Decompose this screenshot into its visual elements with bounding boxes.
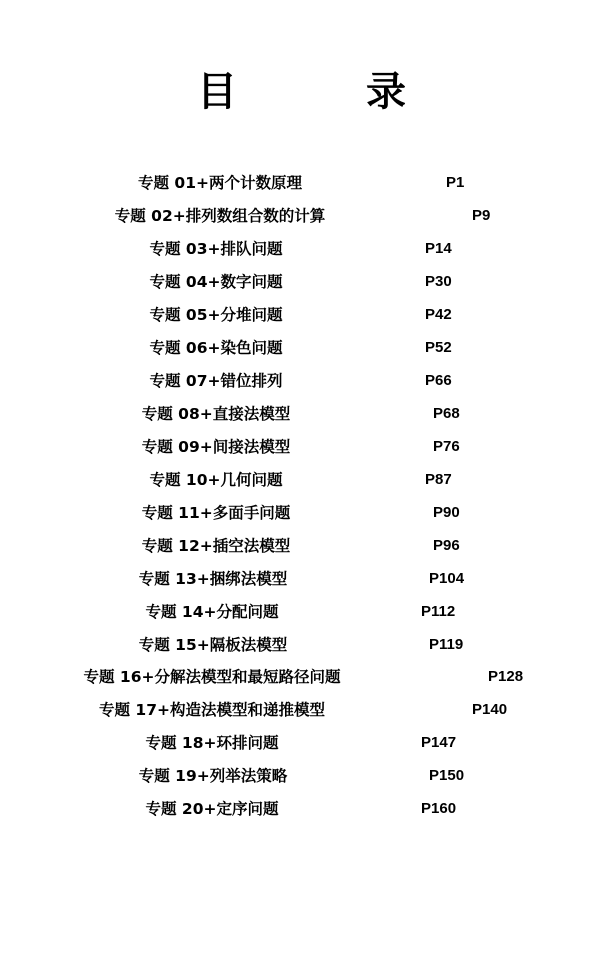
toc-entry-page: P112 [421, 603, 456, 620]
toc-entry-label: 专题 05+分堆问题 [149, 306, 283, 324]
toc-entry-page: P90 [433, 504, 460, 521]
toc-entry-label: 专题 10+几何问题 [149, 471, 283, 489]
toc-entry-label: 专题 08+直接法模型 [141, 405, 291, 423]
toc-entry-page: P87 [425, 471, 452, 488]
toc-entry-page: P150 [429, 767, 465, 784]
toc-entry-label: 专题 15+隔板法模型 [138, 636, 288, 654]
toc-entry-page: P104 [429, 570, 465, 587]
toc-entry-label: 专题 18+环排问题 [145, 734, 279, 752]
toc-entry-page: P68 [433, 405, 460, 422]
toc-entry-label: 专题 16+分解法模型和最短路径问题 [83, 668, 341, 686]
toc-entry-label: 专题 01+两个计数原理 [138, 174, 302, 192]
toc-entry-page: P42 [425, 306, 452, 323]
toc-entry-page: P9 [472, 207, 491, 224]
toc-entry-page: P66 [425, 372, 452, 389]
toc-entry-page: P147 [421, 734, 457, 751]
toc-entry-page: P160 [421, 800, 457, 817]
toc-entry-label: 专题 11+多面手问题 [141, 504, 291, 522]
toc-entry-page: P128 [488, 668, 524, 685]
toc-entry-label: 专题 03+排队问题 [149, 240, 283, 258]
toc-entry-label: 专题 12+插空法模型 [141, 537, 291, 555]
toc-entry-page: P96 [433, 537, 460, 554]
toc-entry-label: 专题 07+错位排列 [149, 372, 283, 390]
toc-entry-page: P52 [425, 339, 452, 356]
toc-entry-label: 专题 04+数字问题 [149, 273, 283, 291]
toc-entry-page: P14 [425, 240, 452, 257]
toc-entry-label: 专题 06+染色问题 [149, 339, 283, 357]
toc-title-char-2: 录 [366, 68, 406, 115]
toc-entry-page: P76 [433, 438, 460, 455]
toc-entry-label: 专题 09+间接法模型 [141, 438, 291, 456]
toc-entry-label: 专题 19+列举法策略 [138, 767, 288, 785]
toc-entry-page: P140 [472, 701, 508, 718]
toc-title-char-1: 目 [197, 68, 237, 115]
toc-entry-label: 专题 13+捆绑法模型 [138, 570, 288, 588]
toc-entry-label: 专题 14+分配问题 [145, 603, 279, 621]
toc-entry-page: P119 [429, 636, 464, 653]
toc-entry-label: 专题 17+构造法模型和递推模型 [99, 701, 325, 719]
toc-entry-page: P30 [425, 273, 452, 290]
toc-entry-label: 专题 20+定序问题 [145, 800, 279, 818]
toc-entry-label: 专题 02+排列数组合数的计算 [114, 207, 326, 225]
toc-entry-page: P1 [446, 174, 465, 191]
